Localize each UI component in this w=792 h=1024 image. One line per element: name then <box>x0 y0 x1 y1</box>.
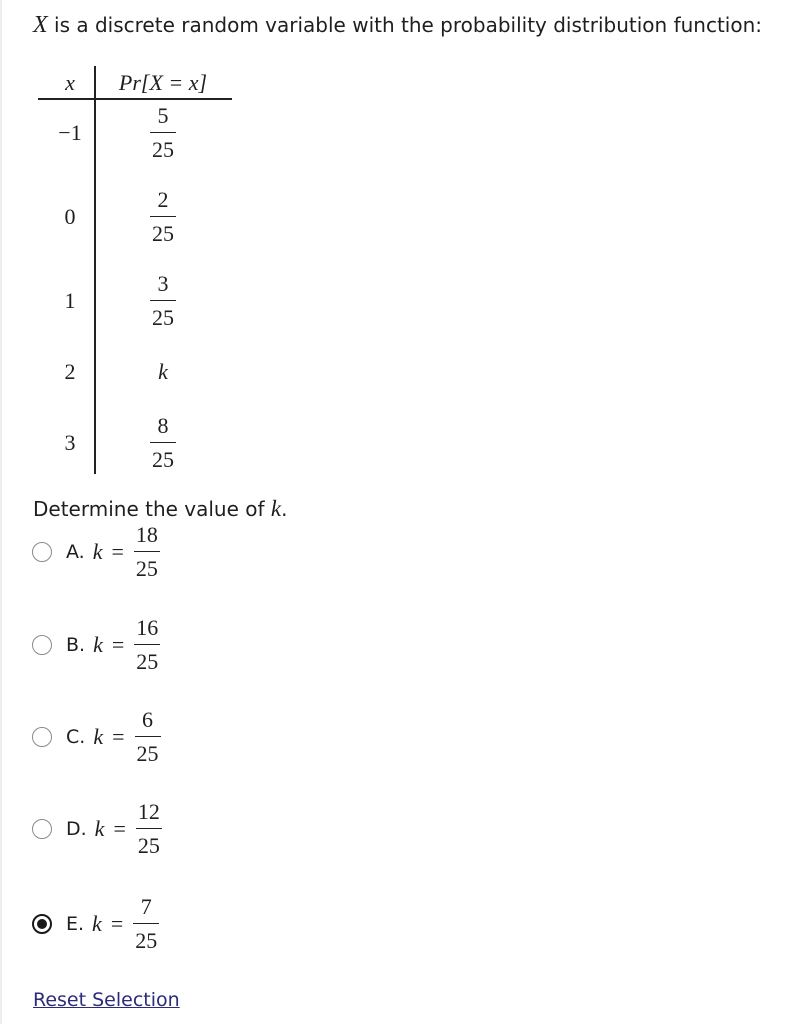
fraction-denominator: 25 <box>137 833 160 859</box>
fraction-denominator: 25 <box>135 556 158 582</box>
option-k: k <box>93 632 103 657</box>
fraction-denominator: 25 <box>152 221 174 247</box>
fraction <box>150 187 176 247</box>
radio-button-selected[interactable] <box>32 914 52 934</box>
fraction-numerator: 6 <box>142 706 153 732</box>
fraction-numerator: 8 <box>157 412 169 438</box>
fraction-denominator: 25 <box>135 928 158 954</box>
table-row-k: k <box>158 359 168 384</box>
table-row-probability <box>96 93 230 173</box>
fraction-denominator: 25 <box>136 649 159 675</box>
option-fraction <box>134 615 160 675</box>
question-body: is a discrete random variable with the probability distribution function: <box>54 13 763 37</box>
option-letter: C. <box>66 726 86 748</box>
option-k: k <box>92 539 103 564</box>
radio-button[interactable] <box>32 727 52 747</box>
option-k: k <box>92 911 102 936</box>
fraction-numerator: 3 <box>157 270 169 296</box>
table-row-x: 2 <box>64 359 76 384</box>
option-a[interactable] <box>32 516 160 588</box>
option-d[interactable] <box>32 793 162 865</box>
fraction-bar <box>150 132 176 133</box>
fraction-denominator: 25 <box>152 137 174 163</box>
prompt-period: . <box>281 497 288 521</box>
option-fraction <box>135 707 161 767</box>
option-fraction <box>133 894 159 954</box>
fraction-numerator: 12 <box>137 798 160 824</box>
radio-button[interactable] <box>32 819 52 839</box>
prompt-body: Determine the value of <box>33 497 265 521</box>
fraction-numerator: 18 <box>135 521 158 547</box>
option-fraction <box>134 522 160 582</box>
table-row-probability <box>96 261 230 341</box>
fraction-bar <box>134 644 160 645</box>
option-equals: = <box>111 539 124 564</box>
option-equals: = <box>110 911 124 936</box>
fraction-bar <box>134 551 160 552</box>
fraction-bar <box>136 828 162 829</box>
left-edge <box>0 0 2 1024</box>
option-letter: D. <box>66 818 87 840</box>
option-letter: A. <box>66 541 85 563</box>
fraction-denominator: 25 <box>152 447 174 473</box>
radio-button[interactable] <box>32 542 52 562</box>
fraction-numerator: 7 <box>140 893 152 919</box>
option-k: k <box>93 724 104 749</box>
option-equals: = <box>112 724 125 749</box>
fraction-denominator: 25 <box>152 305 174 331</box>
option-k: k <box>94 816 105 841</box>
option-letter: E. <box>66 913 85 935</box>
reset-selection-link[interactable]: Reset Selection <box>33 989 180 1011</box>
fraction <box>150 103 176 163</box>
fraction <box>150 271 176 331</box>
fraction-numerator: 2 <box>157 186 169 212</box>
option-e[interactable] <box>32 888 159 960</box>
table-row-x: 0 <box>64 204 76 229</box>
fraction-numerator: 16 <box>136 614 159 640</box>
fraction <box>150 413 176 473</box>
option-c[interactable] <box>32 701 161 773</box>
fraction-numerator: 5 <box>157 102 169 128</box>
fraction-bar <box>150 216 176 217</box>
table-row-probability <box>96 177 230 257</box>
fraction-bar <box>150 300 176 301</box>
fraction-bar <box>150 442 176 443</box>
table-row-probability <box>96 332 230 412</box>
option-fraction <box>136 799 162 859</box>
table-row-x: 3 <box>64 430 76 455</box>
option-b[interactable] <box>32 609 160 681</box>
table-header-probability: Pr[X = x] <box>118 70 208 95</box>
prompt-variable: k <box>270 496 282 521</box>
question-variable: X <box>33 12 48 38</box>
option-equals: = <box>113 816 126 841</box>
fraction-bar <box>133 923 159 924</box>
table-row-probability <box>96 403 230 483</box>
question-text <box>33 10 762 40</box>
table-row-x: −1 <box>58 120 82 145</box>
table-row-x: 1 <box>64 288 76 313</box>
fraction-denominator: 25 <box>136 741 159 767</box>
fraction-bar <box>135 736 161 737</box>
radio-button[interactable] <box>32 635 52 655</box>
option-equals: = <box>111 632 125 657</box>
option-letter: B. <box>66 634 86 656</box>
table-header-x: x <box>65 70 75 95</box>
